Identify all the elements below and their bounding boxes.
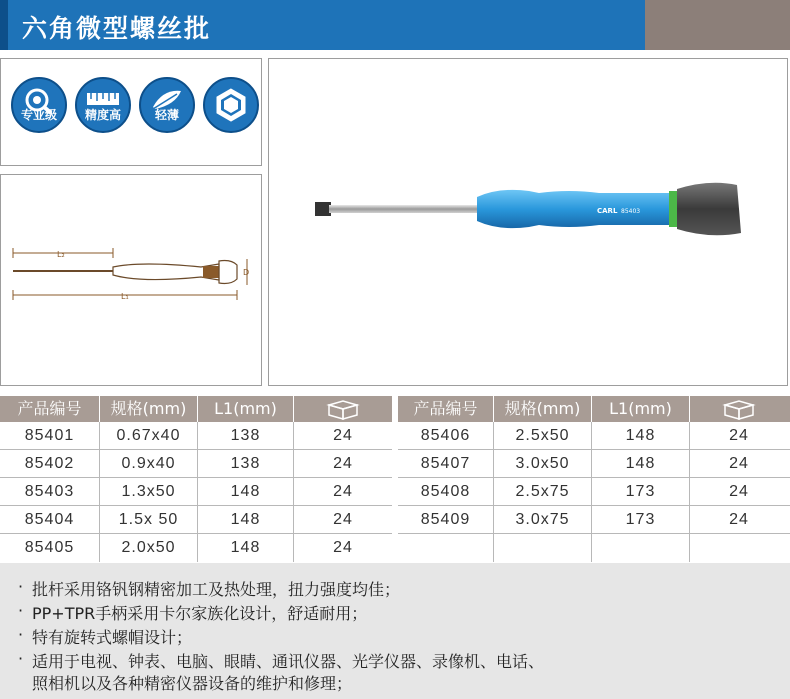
- feature-notes: [0, 563, 790, 699]
- note-item: · 批杆采用铬钒钢精密加工及热处理，扭力强度均佳；: [18, 577, 401, 599]
- cell-spec: 0.9x40: [100, 450, 198, 478]
- cell-l1: 173: [592, 506, 690, 534]
- cell-qty: 24: [333, 539, 353, 556]
- cell-empty: [690, 534, 788, 562]
- screwdriver-drawing: [1, 175, 261, 385]
- cell-spec: 1.5x 50: [100, 506, 198, 534]
- cell-empty: [494, 534, 592, 562]
- badge-professional: [11, 77, 67, 133]
- cell-spec: 2.5x75: [494, 478, 592, 506]
- cell-l1: 148: [198, 534, 294, 562]
- cell-qty: 24: [729, 455, 749, 472]
- feather-icon: [141, 79, 193, 131]
- header-l1: L1(mm): [198, 396, 294, 422]
- cell-qty: 24: [729, 427, 749, 444]
- cell-l1: 138: [198, 422, 294, 450]
- cell-l1: 148: [592, 450, 690, 478]
- table-row: [398, 506, 790, 534]
- header-product-code: 产品编号: [398, 396, 494, 422]
- note-item: · 特有旋转式螺帽设计；: [18, 625, 193, 647]
- note-text: 批杆采用铬钒钢精密加工及热处理，扭力强度均佳；: [32, 580, 401, 599]
- cell-l1: 148: [592, 422, 690, 450]
- page-title: 六角微型螺丝批: [22, 14, 212, 43]
- cell-qty: 24: [333, 455, 353, 472]
- magnifier-gear-icon: [13, 79, 65, 131]
- header-l1: L1(mm): [592, 396, 690, 422]
- cell-l1: 173: [592, 478, 690, 506]
- d-label: D: [243, 268, 250, 277]
- cell-qty: 24: [333, 427, 353, 444]
- table-row-empty: [398, 534, 790, 562]
- note-text: 照相机以及各种精密仪器设备的维护和修理；: [32, 674, 353, 693]
- note-item: · PP+TPR手柄采用卡尔家族化设计，舒适耐用；: [18, 601, 368, 623]
- cell-spec: 2.0x50: [100, 534, 198, 562]
- cell-qty: 24: [729, 483, 749, 500]
- hexagon-icon: [205, 79, 257, 131]
- cell-code: 85404: [0, 506, 100, 534]
- cell-empty: [398, 534, 494, 562]
- title-accent: [645, 0, 790, 50]
- cell-code: 85402: [0, 450, 100, 478]
- box-icon: [719, 398, 759, 420]
- header-product-code: 产品编号: [0, 396, 100, 422]
- cell-l1: 138: [198, 450, 294, 478]
- features-panel: [0, 58, 262, 166]
- product-photo: [268, 58, 788, 386]
- cell-code: 85406: [398, 422, 494, 450]
- note-text: PP+TPR手柄采用卡尔家族化设计，舒适耐用；: [32, 604, 368, 623]
- dimension-diagram: [0, 174, 262, 386]
- cell-qty: 24: [729, 511, 749, 528]
- badge-precision: [75, 77, 131, 133]
- l1-label: L₁: [121, 292, 129, 301]
- table-row: [398, 422, 790, 450]
- header-spec: 规格(mm): [494, 396, 592, 422]
- cell-code: 85409: [398, 506, 494, 534]
- header-spec: 规格(mm): [100, 396, 198, 422]
- table-row: [0, 422, 392, 450]
- cell-code: 85403: [0, 478, 100, 506]
- note-item: · 适用于电视、钟表、电脑、眼睛、通讯仪器、光学仪器、录像机、电话、: [18, 649, 545, 671]
- cell-qty: 24: [333, 483, 353, 500]
- brand-label: CARL: [597, 207, 618, 215]
- table-row: [0, 478, 392, 506]
- table-header-right: [398, 396, 790, 422]
- cell-code: 85405: [0, 534, 100, 562]
- box-icon: [323, 398, 363, 420]
- badge-label: 轻薄: [154, 108, 179, 122]
- header-box: [294, 396, 392, 422]
- table-row: [398, 478, 790, 506]
- badge-label: 精度高: [84, 108, 121, 122]
- cell-code: 85408: [398, 478, 494, 506]
- cell-spec: 3.0x75: [494, 506, 592, 534]
- screwdriver-image: [269, 59, 787, 385]
- badge-hex: [203, 77, 259, 133]
- cell-spec: 0.67x40: [100, 422, 198, 450]
- note-item-continued: [32, 671, 352, 694]
- table-row: [398, 450, 790, 478]
- table-row: [0, 534, 392, 562]
- cell-l1: 148: [198, 478, 294, 506]
- cell-spec: 1.3x50: [100, 478, 198, 506]
- table-row: [0, 506, 392, 534]
- cell-spec: 2.5x50: [494, 422, 592, 450]
- note-text: 特有旋转式螺帽设计；: [32, 628, 193, 647]
- note-text: 适用于电视、钟表、电脑、眼睛、通讯仪器、光学仪器、录像机、电话、: [32, 652, 545, 671]
- header-box: [690, 396, 788, 422]
- ruler-icon: [77, 79, 129, 131]
- title-bar: [0, 0, 645, 50]
- cell-spec: 3.0x50: [494, 450, 592, 478]
- cell-code: 85401: [0, 422, 100, 450]
- cell-empty: [592, 534, 690, 562]
- l2-label: L₂: [57, 250, 65, 259]
- cell-l1: 148: [198, 506, 294, 534]
- model-label: 85403: [621, 208, 641, 215]
- cell-qty: 24: [333, 511, 353, 528]
- cell-code: 85407: [398, 450, 494, 478]
- table-header-left: [0, 396, 392, 422]
- badge-light: [139, 77, 195, 133]
- badge-label: 专业级: [20, 108, 57, 122]
- table-row: [0, 450, 392, 478]
